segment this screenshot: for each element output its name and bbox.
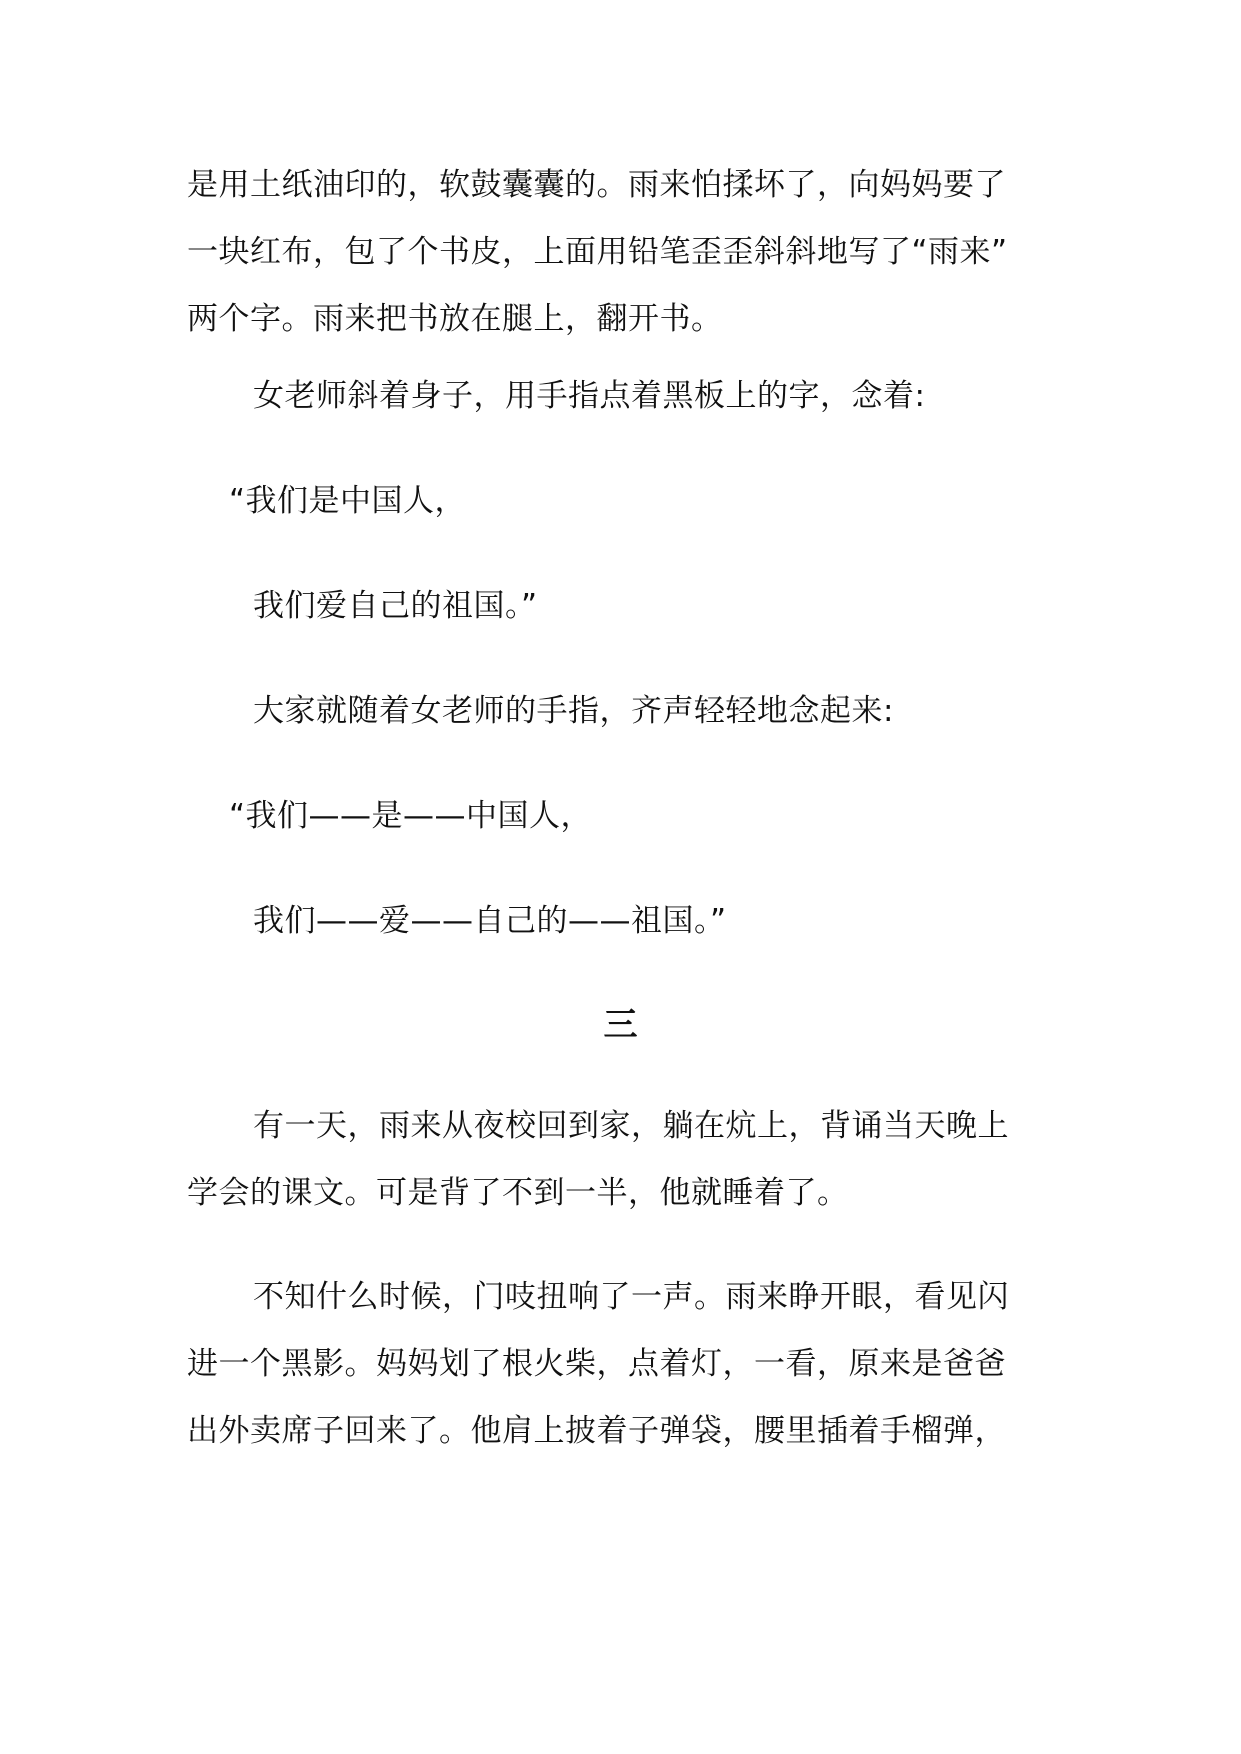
paragraph-line: 女老师斜着身子，用手指点着黑板上的字，念着: <box>253 378 926 414</box>
quote-line-1 <box>187 468 1129 535</box>
paragraph-5 <box>187 678 1153 745</box>
paragraph-line: “我们是中国人， <box>229 483 467 519</box>
quote-line-2 <box>187 573 1153 640</box>
paragraph-line: 学会的课文。可是背了不到一半，他就睡着了。 <box>187 1175 849 1211</box>
paragraph-line: 我们——爱——自己的——祖国。” <box>253 903 727 939</box>
paragraph-line: 不知什么时候，门吱扭响了一声。雨来睁开眼，看见闪 <box>253 1279 1009 1315</box>
quote-line-4 <box>187 888 1153 955</box>
paragraph-line: 进一个黑影。妈妈划了根火柴，点着灯，一看，原来是爸爸 <box>187 1346 1006 1382</box>
section-heading: 三 <box>603 1005 638 1045</box>
paragraph-line: 我们爱自己的祖国。” <box>253 588 538 624</box>
quote-line-3 <box>187 783 1129 850</box>
paragraph-2 <box>187 363 1153 430</box>
paragraph-line: 是用土纸油印的，软鼓囊囊的。雨来怕揉坏了，向妈妈要了 <box>187 167 1006 203</box>
paragraph-line: 大家就随着女老师的手指，齐声轻轻地念起来: <box>253 693 894 729</box>
paragraph-9 <box>187 1264 1153 1465</box>
paragraph-line: 有一天，雨来从夜校回到家，躺在炕上，背诵当天晚上 <box>253 1108 1009 1144</box>
paragraph-1 <box>187 152 1087 353</box>
paragraph-line: 出外卖席子回来了。他肩上披着子弹袋，腰里插着手榴弹， <box>187 1413 1006 1449</box>
paragraph-line: 两个字。雨来把书放在腿上，翻开书。 <box>187 301 723 337</box>
paragraph-line: “我们——是——中国人， <box>229 798 593 834</box>
paragraph-8 <box>187 1093 1153 1227</box>
paragraph-line: 一块红布，包了个书皮，上面用铅笔歪歪斜斜地写了“雨来” <box>187 234 1008 270</box>
